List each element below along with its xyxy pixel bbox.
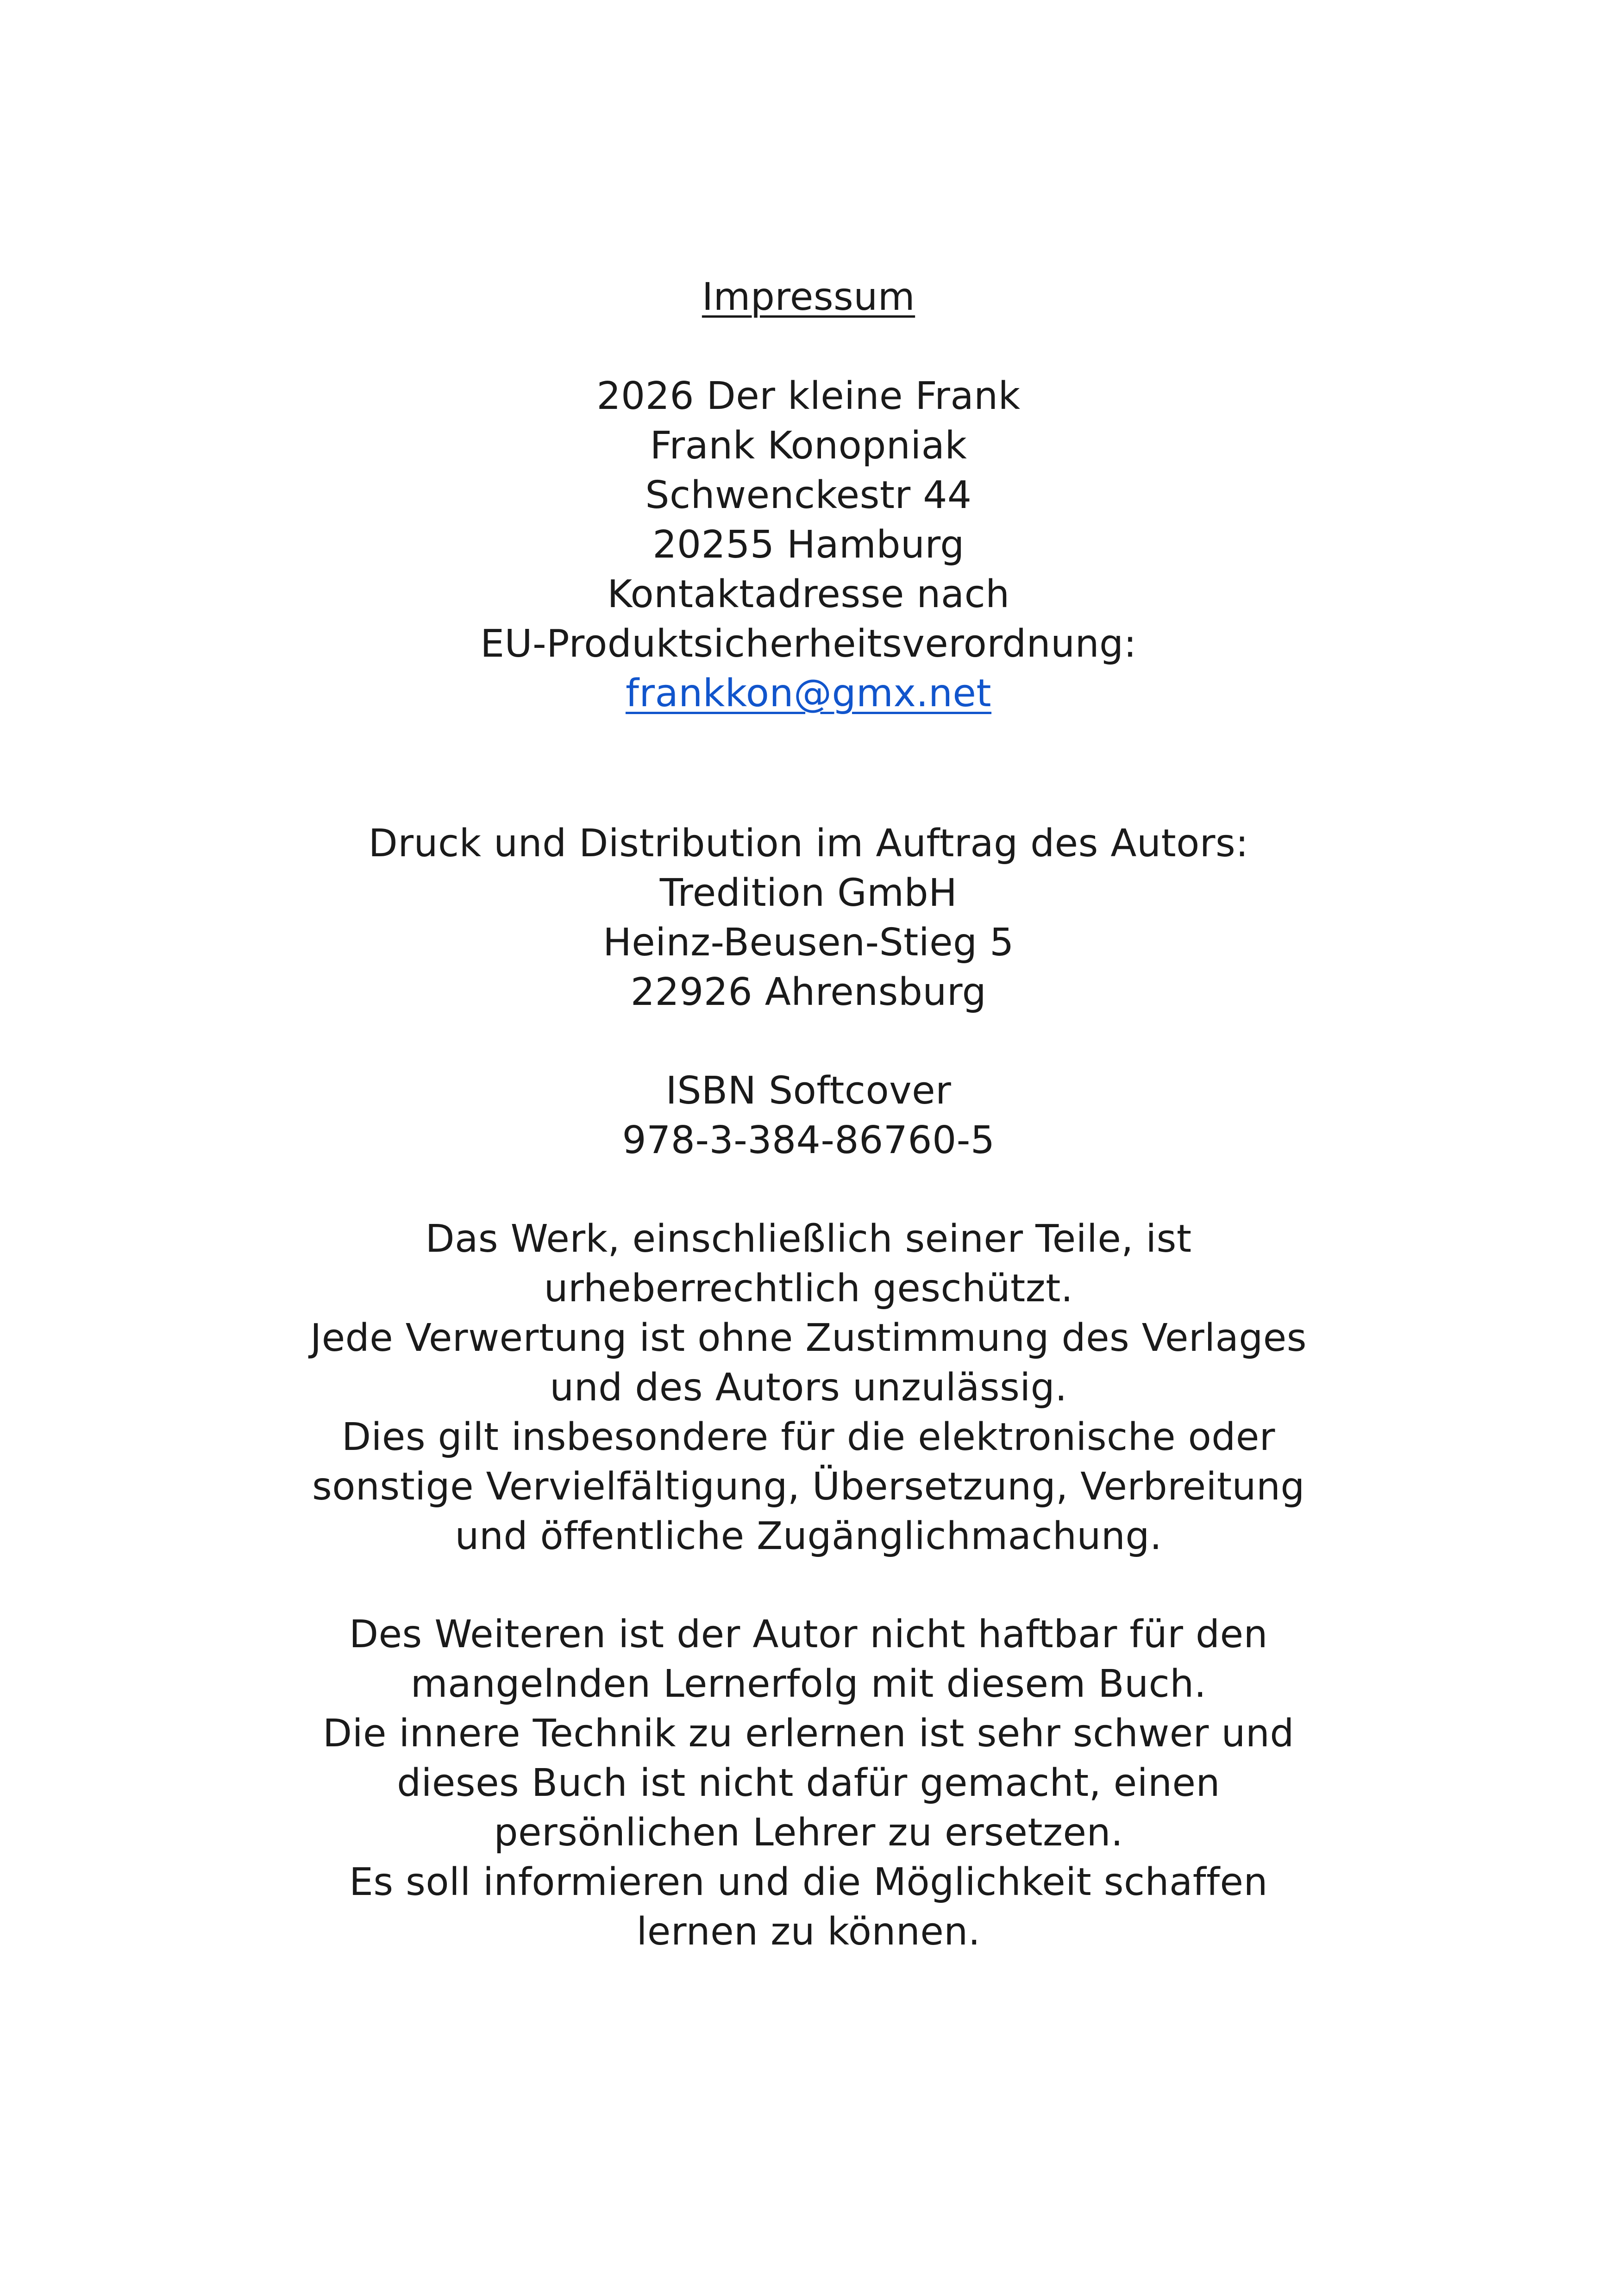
title-block	[0, 272, 1617, 322]
copyright-line: und des Autors unzulässig.	[550, 1366, 1067, 1410]
disclaimer-line: Des Weiteren ist der Autor nicht haftbar für den	[349, 1612, 1268, 1656]
print-line: Heinz-Beusen-Stieg 5	[603, 921, 1014, 965]
disclaimer-line: Es soll informieren und die Möglichkeit schaffen	[349, 1860, 1268, 1904]
copyright-block	[0, 1214, 1617, 1561]
publisher-line: Frank Konopniak	[650, 424, 967, 468]
disclaimer-line: lernen zu können.	[636, 1910, 981, 1954]
copyright-line: Dies gilt insbesondere für die elektronische oder	[341, 1415, 1276, 1459]
disclaimer-line: persönlichen Lehrer zu ersetzen.	[494, 1811, 1123, 1855]
email-line	[0, 669, 1617, 718]
print-line: 22926 Ahrensburg	[630, 970, 987, 1014]
copyright-line: urheberrechtlich geschützt.	[544, 1267, 1073, 1311]
isbn-block	[0, 1066, 1617, 1165]
publisher-line: Kontaktadresse nach	[607, 572, 1010, 616]
disclaimer-line: Die innere Technik zu erlernen ist sehr schwer und	[323, 1712, 1294, 1756]
copyright-line: sonstige Vervielfältigung, Übersetzung, Verbreitung	[312, 1465, 1305, 1509]
copyright-line: und öffentliche Zugänglichmachung.	[455, 1514, 1162, 1558]
copyright-line: Das Werk, einschließlich seiner Teile, ist	[425, 1217, 1192, 1261]
publisher-line: 20255 Hamburg	[652, 523, 965, 567]
print-distribution-block	[0, 819, 1617, 1017]
print-line: Tredition GmbH	[659, 871, 958, 915]
disclaimer-line: dieses Buch ist nicht dafür gemacht, einen	[397, 1761, 1220, 1805]
disclaimer-line: mangelnden Lernerfolg mit diesem Buch.	[410, 1662, 1207, 1706]
publisher-line: EU-Produktsicherheitsverordnung:	[480, 622, 1137, 666]
publisher-block	[0, 371, 1617, 718]
print-line: Druck und Distribution im Auftrag des Autors:	[368, 822, 1249, 866]
publisher-line: Schwenckestr 44	[645, 473, 972, 517]
copyright-line: Jede Verwertung ist ohne Zustimmung des Verlages	[310, 1316, 1307, 1360]
disclaimer-block	[0, 1610, 1617, 1957]
publisher-line: 2026 Der kleine Frank	[596, 374, 1021, 418]
isbn-number: 978-3-384-86760-5	[622, 1118, 995, 1162]
isbn-label: ISBN Softcover	[665, 1069, 952, 1113]
page-title: Impressum	[702, 275, 915, 319]
email-link[interactable]: frankkon@gmx.net	[625, 671, 992, 715]
